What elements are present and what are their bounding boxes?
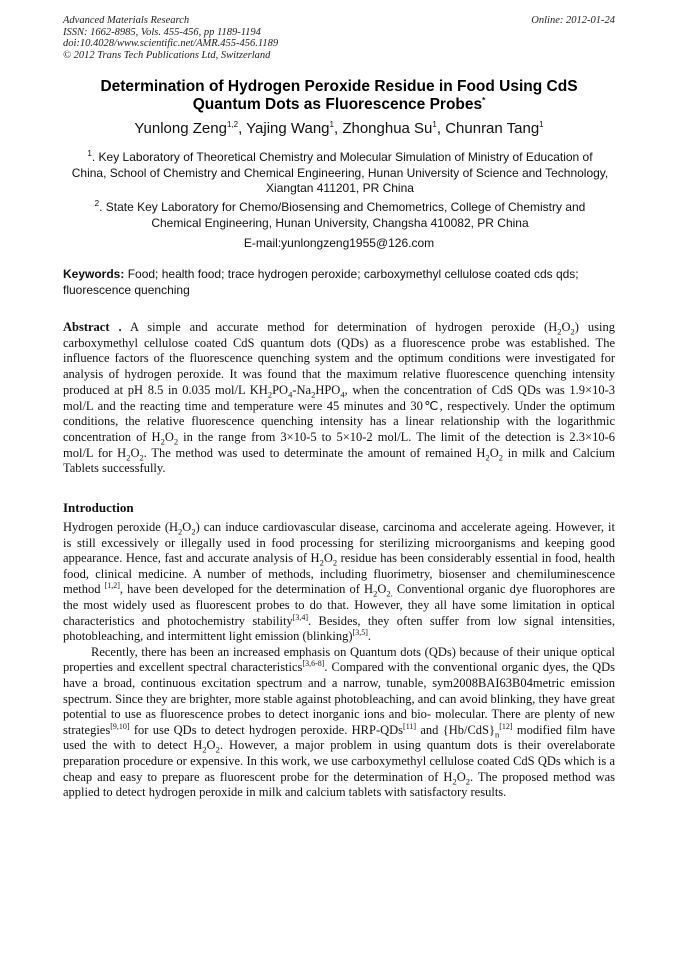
title-line-2 [40,96,638,114]
title-line-1: Determination of Hydrogen Peroxide Residue in Food Using CdS [100,78,578,95]
keywords-label: Keywords: [63,267,125,281]
author-2: Yajing Wang [246,120,330,137]
journal-name: Advanced Materials Research [63,15,190,26]
author-3-affil: 1 [432,120,437,129]
paper-title [40,78,638,114]
citation[interactable]: [3,5] [352,628,368,637]
author-3: Zhonghua Su [342,120,433,137]
citation[interactable]: [1,2] [104,581,120,591]
doi-line: doi:10.4028/www.scientific.net/AMR.455-456.1189 [63,38,279,49]
author-4-affil: 1 [539,120,544,129]
affiliation-2 [70,200,610,231]
keywords-text: Food; health food; trace hydrogen peroxide; carboxymethyl cellulose coated cds qds; fluorescence quenching [63,267,579,297]
affiliation-1-number: 1 [87,149,92,158]
copyright-line: © 2012 Trans Tech Publications Ltd, Switzerland [63,49,271,61]
citation[interactable]: [12] [499,721,513,731]
introduction-heading: Introduction [63,500,134,515]
abstract-label: Abstract . [63,320,122,334]
affiliation-1 [70,150,610,197]
title-line-2-text: Quantum Dots as Fluorescence Probes [192,96,483,113]
introduction-body [63,520,615,801]
citation[interactable]: [11] [403,721,417,731]
citation[interactable]: [3,4] [292,612,309,622]
affiliation-2-text: . State Key Laboratory for Chemo/Biosensing and Chemometrics, College of Chemistry and Chemical Engineering, Hunan University, Changsha 410082, PR China [99,200,586,230]
author-1: Yunlong Zeng [134,120,227,137]
journal-header [63,15,615,61]
contact-email[interactable]: E-mail:yunlongzeng1955@126.com [243,236,435,250]
title-footnote-mark: * [482,95,486,105]
intro-paragraph-1: Hydrogen peroxide $(H_2O_2)$ can induce cardiovascular disease, carcinoma and accelerate ageing. However, it is still excessively or illegally used in food processing for sterilizing microorganisms and keeping good appearance. Hence, fast and accurate analysis of $H_2O_2$ residue has been considerably essential in food, health food, clinical medicine. A number of methods, including fluorimetry, biosenser and chemiluminescence method [1,2], have been developed for the determination of $H_2O_{2.}$ Conventional organic dye fluorophores are the most widely used as fluorescent probes to do that. However, they all have some limitation in optical characteristics and photochemistry stability[3,4]. Besides, they often suffer from low signal intensities, photobleaching, and intermittent light emission (blinking)[3,5]. [63,520,615,644]
author-1-affil: 1,2 [226,120,239,129]
citation[interactable]: [3,6-8] [302,659,325,669]
author-2-affil: 1 [329,120,334,129]
author-4: Chunran Tang [445,120,540,137]
online-date: Online: 2012-01-24 [531,15,615,26]
affiliation-2-number: 2 [94,199,100,208]
intro-paragraph-2: Recently, there has been an increased emphasis on Quantum dots (QDs) because of their unique optical properties and excellent spectral characteristics[3,6-8]. Compared with the conventional organic dyes, the QDs have a broad, continuous excitation spectrum and a narrow, tunable, sym2008BAI63B04metric emission spectrum. Since they are brighter, more stable against photobleaching, and can avoid blinking, they have great potential to use as fluorescence probes to detect inorganic ions and bio- molecular. There are plenty of new strategies[9,10] for use QDs to detect hydrogen peroxide. HRP-QDs[11] and $\{Hb/CdS\}_n[12]$ modified film have used the with to detect $H_2O_2$. However, a major problem in using quantum dots is their overelaborate preparation procedure or expensive. In this work, we use carboxymethyl cellulose coated CdS QDs which is a cheap and easy to prepare as fluorescent probe for the determination of $H_2O_2$. The proposed method was applied to detect hydrogen peroxide in milk and calcium tablets with satisfactory results. [63,644,616,800]
issn-line: ISSN: 1662-8985, Vols. 455-456, pp 1189-1194 [63,26,261,38]
citation[interactable]: [9,10] [110,721,130,731]
abstract: Abstract . A simple and accurate method for determination of hydrogen peroxide $(H_2O_2)$ using carboxymethyl cellulose coated CdS quantum dots (QDs) as a fluorescence probe was established. The influence factors of the fluorescence quenching system and the optimum conditions were investigated for analysis of hydrogen peroxide. It was found that the maximum relative fluorescence quenching intensity produced at pH 8.5 in 0.035 mol/L $KH_2PO_4-Na_2HPO_4$, when the concentration of CdS QDs was 1.9×10-3 mol/L and the reacting time and temperature were 45 minutes and 30℃, respectively. Under the optimum conditions, the relative fluorescence quenching intensity has a linear relationship with the logarithmic concentration of $H_2O_2$ in the range from 3×10-5 to 5×10-2 mol/L. The limit of the detection is 2.3×10-6 mol/L for $H_2O_2$. The method was used to determinate the amount of remained $H_2O_2$ in milk and Calcium Tablets successfully. [63,320,616,476]
keywords [63,267,615,298]
author-list: Yunlong Zeng$^{1,2}$, Yajing Wang$^1$, Zhonghua Su$^1$, Chunran Tang$^1$ [134,120,544,137]
affiliation-1-text: . Key Laboratory of Theoretical Chemistry and Molecular Simulation of Ministry of Education of China, School of Chemistry and Chemical Engineering, Hunan University of Science and Technology, Xiangtan 411201, PR China [71,150,609,195]
